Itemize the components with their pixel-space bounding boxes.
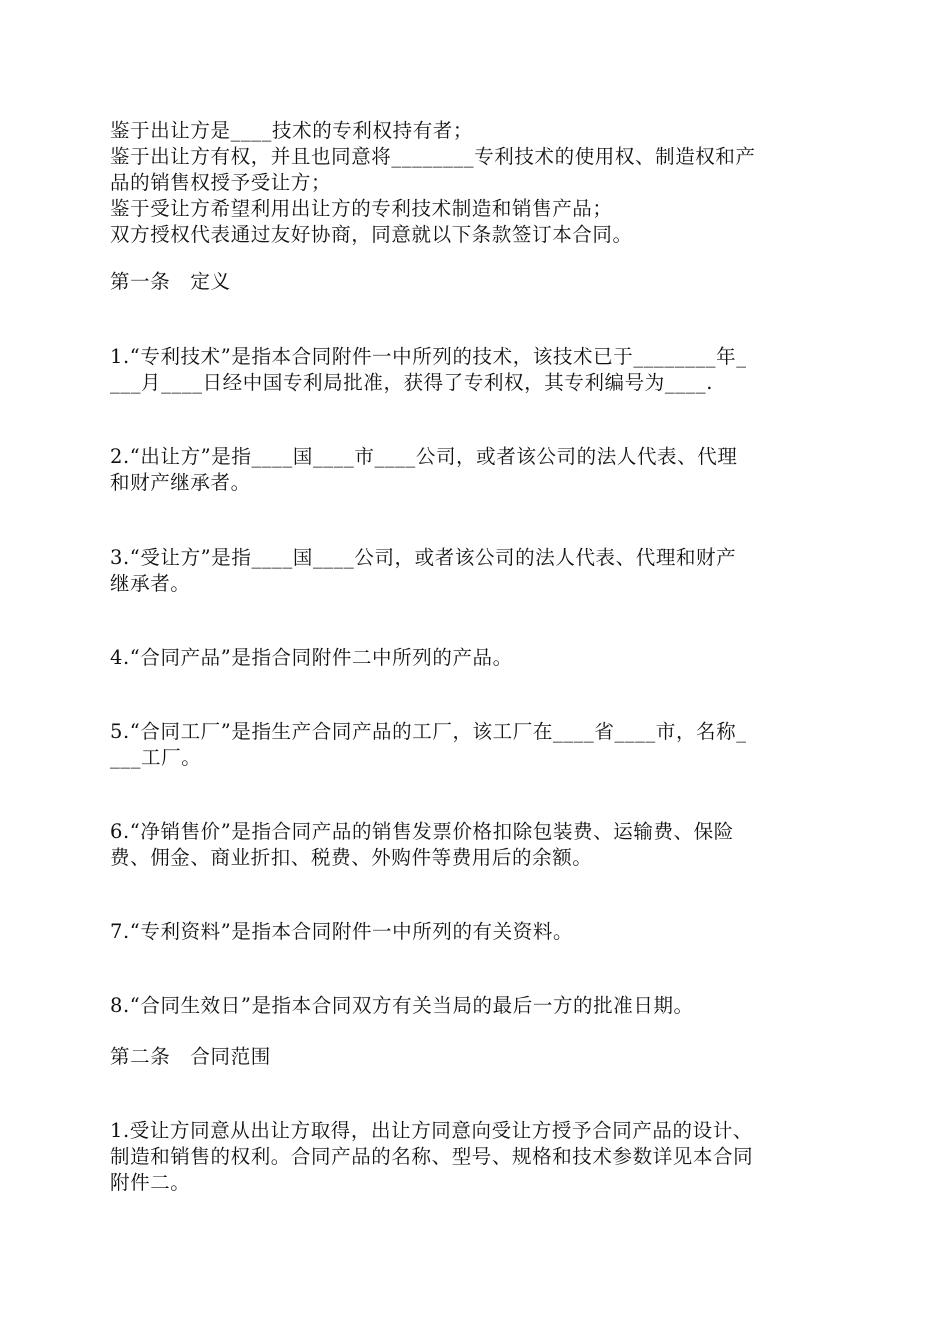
preamble-line-4: 鉴于受让方希望利用出让方的专利技术制造和销售产品；	[110, 197, 613, 220]
scope-item-1-line-2: 制造和销售的权利。合同产品的名称、型号、规格和技术参数详见本合同	[110, 1145, 754, 1168]
article-1-heading: 第一条 定义	[110, 270, 231, 293]
scope-item-1-line-3: 附件二。	[110, 1171, 191, 1194]
definition-item-6	[110, 819, 734, 871]
definition-item-4-line-1: 4.“合同产品”是指合同附件二中所列的产品。	[110, 646, 513, 669]
definition-item-1-line-2: ___月____日经中国专利局批准，获得了专利权，其专利编号为____.	[110, 371, 714, 394]
scope-item-1-line-1: 1.受让方同意从出让方取得，出让方同意向受让方授予合同产品的设计、	[110, 1119, 753, 1142]
article-2-heading: 第二条 合同范围	[110, 1045, 271, 1068]
definition-item-1	[110, 344, 747, 396]
definition-item-5-line-1: 5.“合同工厂”是指生产合同产品的工厂，该工厂在____省____市，名称_	[110, 720, 747, 743]
definition-item-7-line-1: 7.“专利资料”是指本合同附件一中所列的有关资料。	[110, 920, 574, 943]
definition-item-2	[110, 444, 737, 496]
definition-item-3-line-2: 继承者。	[110, 572, 191, 595]
definition-item-2-line-2: 和财产继承者。	[110, 471, 251, 494]
definition-item-6-line-2: 费、佣金、商业折扣、税费、外购件等费用后的余额。	[110, 846, 593, 869]
preamble	[110, 118, 756, 248]
definition-item-5	[110, 719, 747, 771]
definition-item-3-line-1: 3.“受让方”是指____国____公司，或者该公司的法人代表、代理和财产	[110, 546, 737, 569]
definition-item-5-line-2: ___工厂。	[110, 746, 202, 769]
preamble-line-5: 双方授权代表通过友好协商，同意就以下条款签订本合同。	[110, 223, 633, 246]
definition-item-6-line-1: 6.“净销售价”是指合同产品的销售发票价格扣除包装费、运输费、保险	[110, 820, 734, 843]
scope-item-1	[110, 1118, 753, 1196]
definition-item-2-line-1: 2.“出让方”是指____国____市____公司，或者该公司的法人代表、代理	[110, 445, 738, 468]
definition-item-8	[110, 993, 694, 1019]
definition-item-7	[110, 919, 573, 945]
definition-item-1-line-1: 1.“专利技术”是指本合同附件一中所列的技术，该技术已于________年_	[110, 345, 747, 368]
preamble-line-2: 鉴于出让方有权，并且也同意将________专利技术的使用权、制造权和产	[110, 145, 756, 168]
preamble-line-1: 鉴于出让方是____技术的专利权持有者；	[110, 119, 474, 142]
preamble-line-3: 品的销售权授予受让方；	[110, 171, 332, 194]
definition-item-8-line-1: 8.“合同生效日”是指本合同双方有关当局的最后一方的批准日期。	[110, 994, 694, 1017]
definition-item-3	[110, 545, 736, 597]
definition-item-4	[110, 645, 513, 671]
